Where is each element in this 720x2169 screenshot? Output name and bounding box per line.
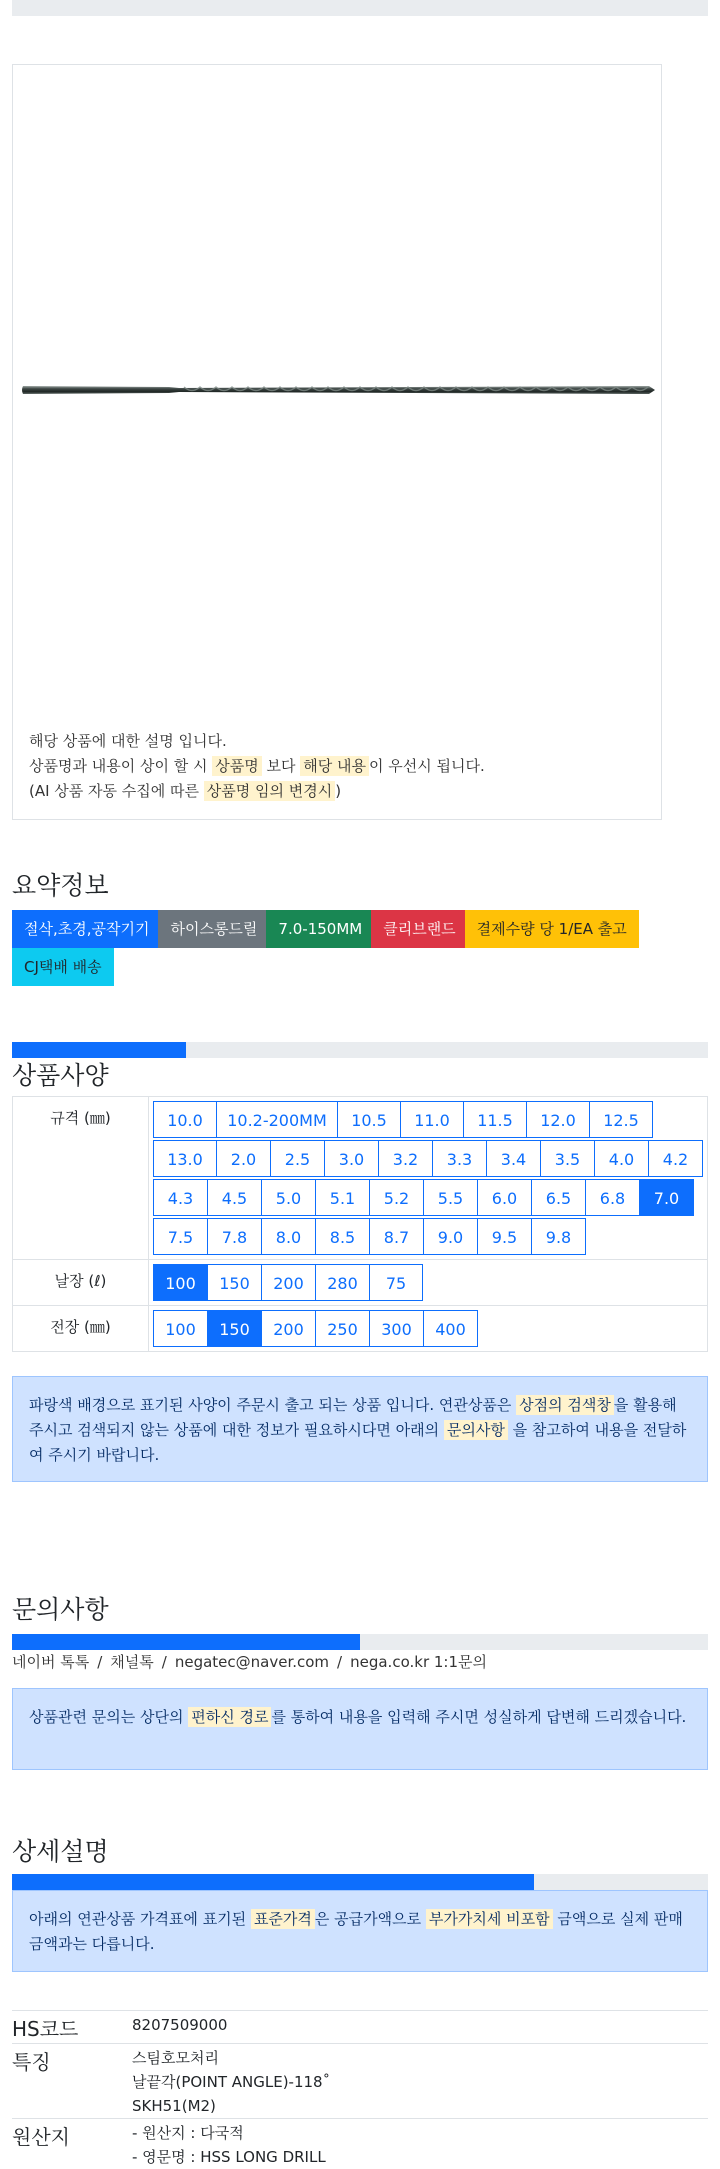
spec-option-button[interactable]: 10.2-200MM xyxy=(216,1101,338,1138)
hs-code-row xyxy=(12,2011,708,2044)
spec-option-button[interactable]: 4.0 xyxy=(594,1140,649,1177)
spec-option-button[interactable]: 7.0 xyxy=(639,1179,694,1216)
detail-info-alert xyxy=(12,1890,708,1972)
spec-option-row xyxy=(153,1264,703,1301)
fact-line: 스팀호모처리 xyxy=(132,2046,708,2070)
spec-option-button[interactable]: 2.0 xyxy=(216,1140,271,1177)
spec-option-button[interactable]: 250 xyxy=(315,1310,370,1347)
spec-row xyxy=(13,1306,708,1352)
spec-option-button[interactable]: 7.5 xyxy=(153,1218,208,1255)
spec-option-button[interactable]: 2.5 xyxy=(270,1140,325,1177)
spec-options xyxy=(149,1260,708,1306)
spec-option-button[interactable]: 4.3 xyxy=(153,1179,208,1216)
hs-code-value: 8207509000 xyxy=(132,2011,708,2044)
contact-link[interactable]: 채널톡 xyxy=(110,1653,153,1671)
notice-highlight: 상품명 xyxy=(212,756,261,776)
drill-image xyxy=(19,379,655,401)
inquiry-progress-fill xyxy=(12,1634,360,1650)
alert-text: 을 참고하여 내용을 전달하여 주시기 바랍니다. xyxy=(29,1421,686,1464)
fact-line: - 영문명 : HSS LONG DRILL xyxy=(132,2145,708,2169)
spec-option-button[interactable]: 300 xyxy=(369,1310,424,1347)
spec-options xyxy=(149,1097,708,1260)
top-bar xyxy=(12,0,708,16)
spec-option-button[interactable]: 9.5 xyxy=(477,1218,532,1255)
spec-option-button[interactable]: 6.0 xyxy=(477,1179,532,1216)
notice-line-1: 해당 상품에 대한 설명 입니다. xyxy=(29,729,485,754)
summary-badge: 절삭,초경,공작기기 xyxy=(12,910,161,948)
notice-text: (AI 상품 자동 수집에 따른 xyxy=(29,782,204,800)
spec-option-button[interactable]: 6.8 xyxy=(585,1179,640,1216)
summary-badge: 결제수량 당 1/EA 출고 xyxy=(465,910,639,948)
alert-text: 를 통하여 내용을 입력해 주시면 성실하게 답변해 드리겠습니다. xyxy=(271,1708,686,1726)
spec-option-button[interactable]: 8.0 xyxy=(261,1218,316,1255)
feature-values xyxy=(132,2044,708,2119)
spec-table-wrap xyxy=(12,1096,708,1352)
spec-option-button[interactable]: 11.0 xyxy=(400,1101,464,1138)
spec-option-button[interactable]: 5.1 xyxy=(315,1179,370,1216)
fact-line: 날끝각(POINT ANGLE)-118˚ xyxy=(132,2070,708,2094)
notice-highlight: 해당 내용 xyxy=(300,756,369,776)
spec-option-button[interactable]: 3.0 xyxy=(324,1140,379,1177)
contact-separator: / xyxy=(162,1653,167,1671)
spec-option-button[interactable]: 150 xyxy=(207,1310,262,1347)
spec-option-button[interactable]: 200 xyxy=(261,1264,316,1301)
summary-badge: CJ택배 배송 xyxy=(12,948,114,986)
spec-options xyxy=(149,1306,708,1352)
spec-option-button[interactable]: 11.5 xyxy=(463,1101,527,1138)
spec-option-button[interactable]: 150 xyxy=(207,1264,262,1301)
spec-table xyxy=(12,1096,708,1352)
spec-option-row xyxy=(153,1101,703,1138)
inquiry-info-alert xyxy=(12,1688,708,1770)
spec-option-row xyxy=(153,1140,703,1177)
detail-progress xyxy=(12,1874,708,1890)
spec-label: 규격 (㎜) xyxy=(13,1097,149,1260)
spec-option-row xyxy=(153,1310,703,1347)
spec-option-button[interactable]: 5.2 xyxy=(369,1179,424,1216)
detail-progress-fill xyxy=(12,1874,534,1890)
contact-separator: / xyxy=(337,1653,342,1671)
spec-title: 상품사양 xyxy=(12,1056,109,1092)
spec-label: 전장 (㎜) xyxy=(13,1306,149,1352)
notice-text: 상품명과 내용이 상이 할 시 xyxy=(29,757,212,775)
spec-option-button[interactable]: 10.0 xyxy=(153,1101,217,1138)
spec-row xyxy=(13,1097,708,1260)
spec-option-button[interactable]: 3.4 xyxy=(486,1140,541,1177)
spec-option-row xyxy=(153,1218,703,1255)
spec-option-button[interactable]: 7.8 xyxy=(207,1218,262,1255)
spec-option-button[interactable]: 13.0 xyxy=(153,1140,217,1177)
spec-option-button[interactable]: 3.2 xyxy=(378,1140,433,1177)
spec-info-alert xyxy=(12,1376,708,1482)
notice-line-3 xyxy=(29,779,485,804)
alert-highlight: 표준가격 xyxy=(251,1909,315,1929)
spec-progress xyxy=(12,1042,708,1058)
alert-text: 은 공급가액으로 xyxy=(315,1910,426,1928)
contact-link[interactable]: nega.co.kr 1:1문의 xyxy=(350,1653,487,1671)
notice-highlight: 상품명 임의 변경시 xyxy=(204,781,335,801)
spec-option-button[interactable]: 8.5 xyxy=(315,1218,370,1255)
spec-option-button[interactable]: 200 xyxy=(261,1310,316,1347)
spec-option-button[interactable]: 280 xyxy=(315,1264,370,1301)
fact-line: - 원산지 : 다국적 xyxy=(132,2121,708,2145)
spec-option-button[interactable]: 3.3 xyxy=(432,1140,487,1177)
spec-option-button[interactable]: 5.0 xyxy=(261,1179,316,1216)
contact-link[interactable]: 네이버 톡톡 xyxy=(12,1653,89,1671)
contact-link[interactable]: negatec@naver.com xyxy=(175,1653,329,1671)
hs-code-label: HS코드 xyxy=(12,2011,132,2044)
facts-table xyxy=(12,2010,708,2169)
spec-option-row xyxy=(153,1179,703,1216)
spec-option-button[interactable]: 4.2 xyxy=(648,1140,703,1177)
notice-text: 이 우선시 됩니다. xyxy=(369,757,485,775)
origin-label: 원산지 xyxy=(12,2119,132,2169)
detail-title: 상세설명 xyxy=(12,1832,109,1868)
contact-separator: / xyxy=(97,1653,102,1671)
spec-label: 날장 (ℓ) xyxy=(13,1260,149,1306)
alert-text: 파랑색 배경으로 표기된 사양이 주문시 출고 되는 상품 입니다. 연관상품은 xyxy=(29,1396,516,1414)
spec-option-button[interactable]: 12.5 xyxy=(589,1101,653,1138)
origin-values xyxy=(132,2119,708,2169)
spec-row xyxy=(13,1260,708,1306)
notice-text: 보다 xyxy=(262,757,301,775)
spec-option-button[interactable]: 9.8 xyxy=(531,1218,586,1255)
spec-option-button[interactable]: 3.5 xyxy=(540,1140,595,1177)
origin-row xyxy=(12,2119,708,2169)
spec-option-button[interactable]: 10.5 xyxy=(337,1101,401,1138)
summary-badge: 7.0-150MM xyxy=(266,910,374,948)
fact-line: SKH51(M2) xyxy=(132,2094,708,2118)
contact-list xyxy=(12,1651,487,1672)
spec-option-button[interactable]: 400 xyxy=(423,1310,478,1347)
spec-option-button[interactable]: 100 xyxy=(153,1310,208,1347)
alert-highlight: 부가가치세 비포함 xyxy=(426,1909,553,1929)
alert-text: 아래의 연관상품 가격표에 표기된 xyxy=(29,1910,251,1928)
facts-wrap xyxy=(12,2010,708,2169)
summary-title: 요약정보 xyxy=(12,866,109,902)
spec-option-button[interactable]: 12.0 xyxy=(526,1101,590,1138)
alert-text: 상품관련 문의는 상단의 xyxy=(29,1708,188,1726)
spec-option-button[interactable]: 100 xyxy=(153,1264,208,1301)
summary-badge: 하이스롱드릴 xyxy=(158,910,269,948)
spec-option-button[interactable]: 8.7 xyxy=(369,1218,424,1255)
alert-highlight: 상점의 검색창 xyxy=(516,1395,614,1415)
alert-highlight: 문의사항 xyxy=(444,1420,508,1440)
notice-text: ) xyxy=(335,782,341,800)
alert-text: 금액으로 실제 판매금액과는 다릅니다. xyxy=(29,1910,683,1953)
summary-badge: 클리브랜드 xyxy=(371,910,467,948)
inquiry-title: 문의사항 xyxy=(12,1590,109,1626)
alert-highlight: 편하신 경로 xyxy=(188,1707,271,1727)
notice-line-2 xyxy=(29,754,485,779)
spec-option-button[interactable]: 6.5 xyxy=(531,1179,586,1216)
alert-text: 을 활용해 주시고 검색되지 않는 상품에 대한 정보가 필요하시다면 아래의 xyxy=(29,1396,677,1439)
summary-badges xyxy=(12,910,712,986)
spec-option-button[interactable]: 75 xyxy=(369,1264,423,1301)
inquiry-progress xyxy=(12,1634,708,1650)
spec-option-button[interactable]: 9.0 xyxy=(423,1218,478,1255)
spec-option-button[interactable]: 4.5 xyxy=(207,1179,262,1216)
product-image-box xyxy=(12,64,662,820)
feature-row xyxy=(12,2044,708,2119)
spec-option-button[interactable]: 5.5 xyxy=(423,1179,478,1216)
product-notice xyxy=(29,729,485,804)
feature-label: 특징 xyxy=(12,2044,132,2119)
